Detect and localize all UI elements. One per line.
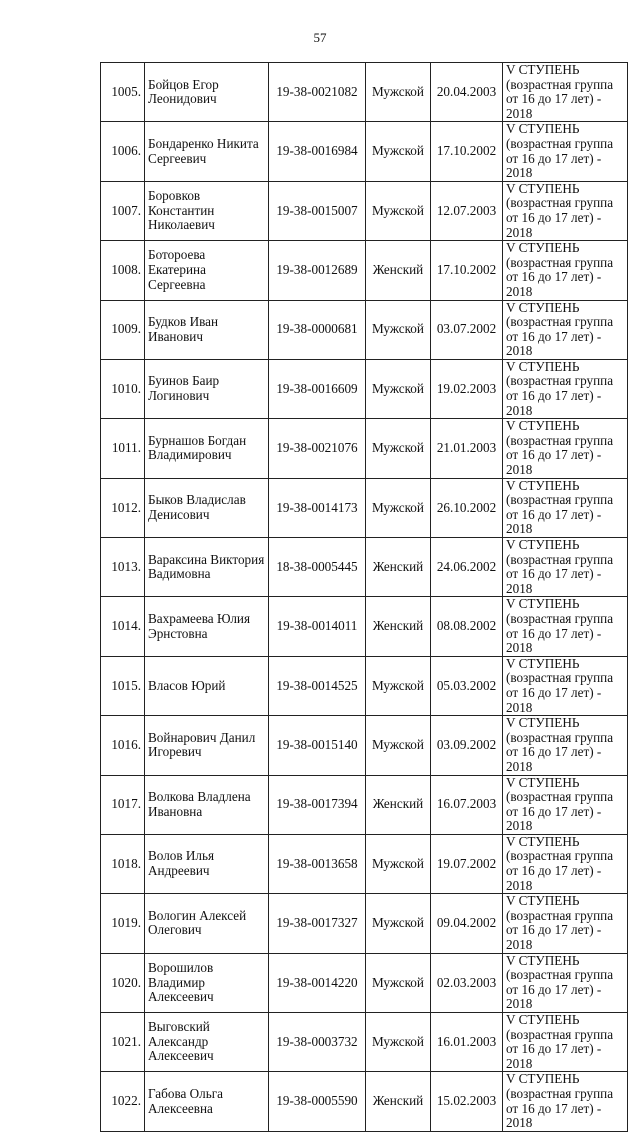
stage-cell: V СТУПЕНЬ (возрастная группа от 16 до 17 лет) - 2018 [503,1013,628,1072]
birth-date-cell: 17.10.2002 [431,241,503,300]
full-name-cell: Буинов Баир Логинович [145,359,269,418]
gender-cell: Мужской [366,894,431,953]
gender-cell: Женский [366,775,431,834]
stage-cell: V СТУПЕНЬ (возрастная группа от 16 до 17 лет) - 2018 [503,953,628,1012]
full-name-cell: Будков Иван Иванович [145,300,269,359]
stage-cell: V СТУПЕНЬ (возрастная группа от 16 до 17 лет) - 2018 [503,1072,628,1131]
full-name-cell: Волкова Владлена Ивановна [145,775,269,834]
participant-id-cell: 19-38-0016984 [269,122,366,181]
full-name-cell: Габова Ольга Алексеевна [145,1072,269,1131]
row-number-cell: 1006. [101,122,145,181]
birth-date-cell: 21.01.2003 [431,419,503,478]
full-name-cell: Ботороева Екатерина Сергеевна [145,241,269,300]
row-number-cell: 1019. [101,894,145,953]
full-name-cell: Волов Илья Андреевич [145,834,269,893]
full-name-cell: Вараксина Виктория Вадимовна [145,538,269,597]
row-number-cell: 1013. [101,538,145,597]
row-number-cell: 1005. [101,63,145,122]
participants-table [100,62,628,1132]
birth-date-cell: 02.03.2003 [431,953,503,1012]
row-number-cell: 1007. [101,181,145,240]
full-name-cell: Быков Владислав Денисович [145,478,269,537]
row-number-cell: 1022. [101,1072,145,1131]
row-number-cell: 1008. [101,241,145,300]
full-name-cell: Вологин Алексей Олегович [145,894,269,953]
gender-cell: Мужской [366,834,431,893]
full-name-cell: Бойцов Егор Леонидович [145,63,269,122]
row-number-cell: 1021. [101,1013,145,1072]
stage-cell: V СТУПЕНЬ (возрастная группа от 16 до 17 лет) - 2018 [503,538,628,597]
stage-cell: V СТУПЕНЬ (возрастная группа от 16 до 17 лет) - 2018 [503,300,628,359]
table-row [101,538,628,597]
birth-date-cell: 19.02.2003 [431,359,503,418]
gender-cell: Мужской [366,716,431,775]
row-number-cell: 1012. [101,478,145,537]
participant-id-cell: 19-38-0017327 [269,894,366,953]
birth-date-cell: 12.07.2003 [431,181,503,240]
stage-cell: V СТУПЕНЬ (возрастная группа от 16 до 17 лет) - 2018 [503,656,628,715]
participant-id-cell: 19-38-0014220 [269,953,366,1012]
stage-cell: V СТУПЕНЬ (возрастная группа от 16 до 17 лет) - 2018 [503,894,628,953]
row-number-cell: 1020. [101,953,145,1012]
gender-cell: Мужской [366,359,431,418]
participant-id-cell: 19-38-0014525 [269,656,366,715]
birth-date-cell: 05.03.2002 [431,656,503,715]
stage-cell: V СТУПЕНЬ (возрастная группа от 16 до 17 лет) - 2018 [503,775,628,834]
table-row [101,716,628,775]
birth-date-cell: 03.07.2002 [431,300,503,359]
row-number-cell: 1017. [101,775,145,834]
gender-cell: Мужской [366,1013,431,1072]
stage-cell: V СТУПЕНЬ (возрастная группа от 16 до 17 лет) - 2018 [503,241,628,300]
gender-cell: Мужской [366,478,431,537]
participant-id-cell: 19-38-0015007 [269,181,366,240]
participant-id-cell: 19-38-0021076 [269,419,366,478]
row-number-cell: 1015. [101,656,145,715]
full-name-cell: Выговский Александр Алексеевич [145,1013,269,1072]
row-number-cell: 1016. [101,716,145,775]
stage-cell: V СТУПЕНЬ (возрастная группа от 16 до 17 лет) - 2018 [503,478,628,537]
table-row [101,241,628,300]
table-row [101,419,628,478]
participant-id-cell: 18-38-0005445 [269,538,366,597]
birth-date-cell: 24.06.2002 [431,538,503,597]
stage-cell: V СТУПЕНЬ (возрастная группа от 16 до 17 лет) - 2018 [503,834,628,893]
participant-id-cell: 19-38-0003732 [269,1013,366,1072]
row-number-cell: 1010. [101,359,145,418]
full-name-cell: Войнарович Данил Игоревич [145,716,269,775]
gender-cell: Мужской [366,953,431,1012]
participant-id-cell: 19-38-0021082 [269,63,366,122]
table-row [101,1072,628,1131]
table-row [101,597,628,656]
full-name-cell: Бурнашов Богдан Владимирович [145,419,269,478]
participant-id-cell: 19-38-0012689 [269,241,366,300]
birth-date-cell: 16.07.2003 [431,775,503,834]
participant-id-cell: 19-38-0013658 [269,834,366,893]
table-row [101,953,628,1012]
table-row [101,63,628,122]
row-number-cell: 1009. [101,300,145,359]
participant-id-cell: 19-38-0014173 [269,478,366,537]
gender-cell: Мужской [366,181,431,240]
table-row [101,656,628,715]
birth-date-cell: 19.07.2002 [431,834,503,893]
gender-cell: Мужской [366,656,431,715]
table-row [101,478,628,537]
gender-cell: Женский [366,538,431,597]
participant-id-cell: 19-38-0005590 [269,1072,366,1131]
gender-cell: Мужской [366,122,431,181]
stage-cell: V СТУПЕНЬ (возрастная группа от 16 до 17 лет) - 2018 [503,359,628,418]
birth-date-cell: 15.02.2003 [431,1072,503,1131]
table-row [101,834,628,893]
stage-cell: V СТУПЕНЬ (возрастная группа от 16 до 17 лет) - 2018 [503,597,628,656]
full-name-cell: Вахрамеева Юлия Эрнстовна [145,597,269,656]
birth-date-cell: 16.01.2003 [431,1013,503,1072]
stage-cell: V СТУПЕНЬ (возрастная группа от 16 до 17 лет) - 2018 [503,63,628,122]
table-row [101,122,628,181]
birth-date-cell: 03.09.2002 [431,716,503,775]
row-number-cell: 1018. [101,834,145,893]
table-row [101,1013,628,1072]
participant-id-cell: 19-38-0016609 [269,359,366,418]
gender-cell: Женский [366,597,431,656]
stage-cell: V СТУПЕНЬ (возрастная группа от 16 до 17 лет) - 2018 [503,122,628,181]
participant-id-cell: 19-38-0014011 [269,597,366,656]
gender-cell: Мужской [366,63,431,122]
full-name-cell: Власов Юрий [145,656,269,715]
participant-id-cell: 19-38-0000681 [269,300,366,359]
table-row [101,300,628,359]
birth-date-cell: 08.08.2002 [431,597,503,656]
birth-date-cell: 26.10.2002 [431,478,503,537]
birth-date-cell: 09.04.2002 [431,894,503,953]
full-name-cell: Боровков Константин Николаевич [145,181,269,240]
gender-cell: Женский [366,1072,431,1131]
stage-cell: V СТУПЕНЬ (возрастная группа от 16 до 17 лет) - 2018 [503,716,628,775]
stage-cell: V СТУПЕНЬ (возрастная группа от 16 до 17 лет) - 2018 [503,181,628,240]
birth-date-cell: 17.10.2002 [431,122,503,181]
stage-cell: V СТУПЕНЬ (возрастная группа от 16 до 17 лет) - 2018 [503,419,628,478]
full-name-cell: Ворошилов Владимир Алексеевич [145,953,269,1012]
participant-id-cell: 19-38-0015140 [269,716,366,775]
table-row [101,359,628,418]
table-row [101,181,628,240]
row-number-cell: 1014. [101,597,145,656]
gender-cell: Мужской [366,419,431,478]
row-number-cell: 1011. [101,419,145,478]
table-body [101,63,628,1132]
gender-cell: Мужской [366,300,431,359]
participant-id-cell: 19-38-0017394 [269,775,366,834]
gender-cell: Женский [366,241,431,300]
birth-date-cell: 20.04.2003 [431,63,503,122]
page-number: 57 [313,30,327,45]
table-row [101,775,628,834]
full-name-cell: Бондаренко Никита Сергеевич [145,122,269,181]
